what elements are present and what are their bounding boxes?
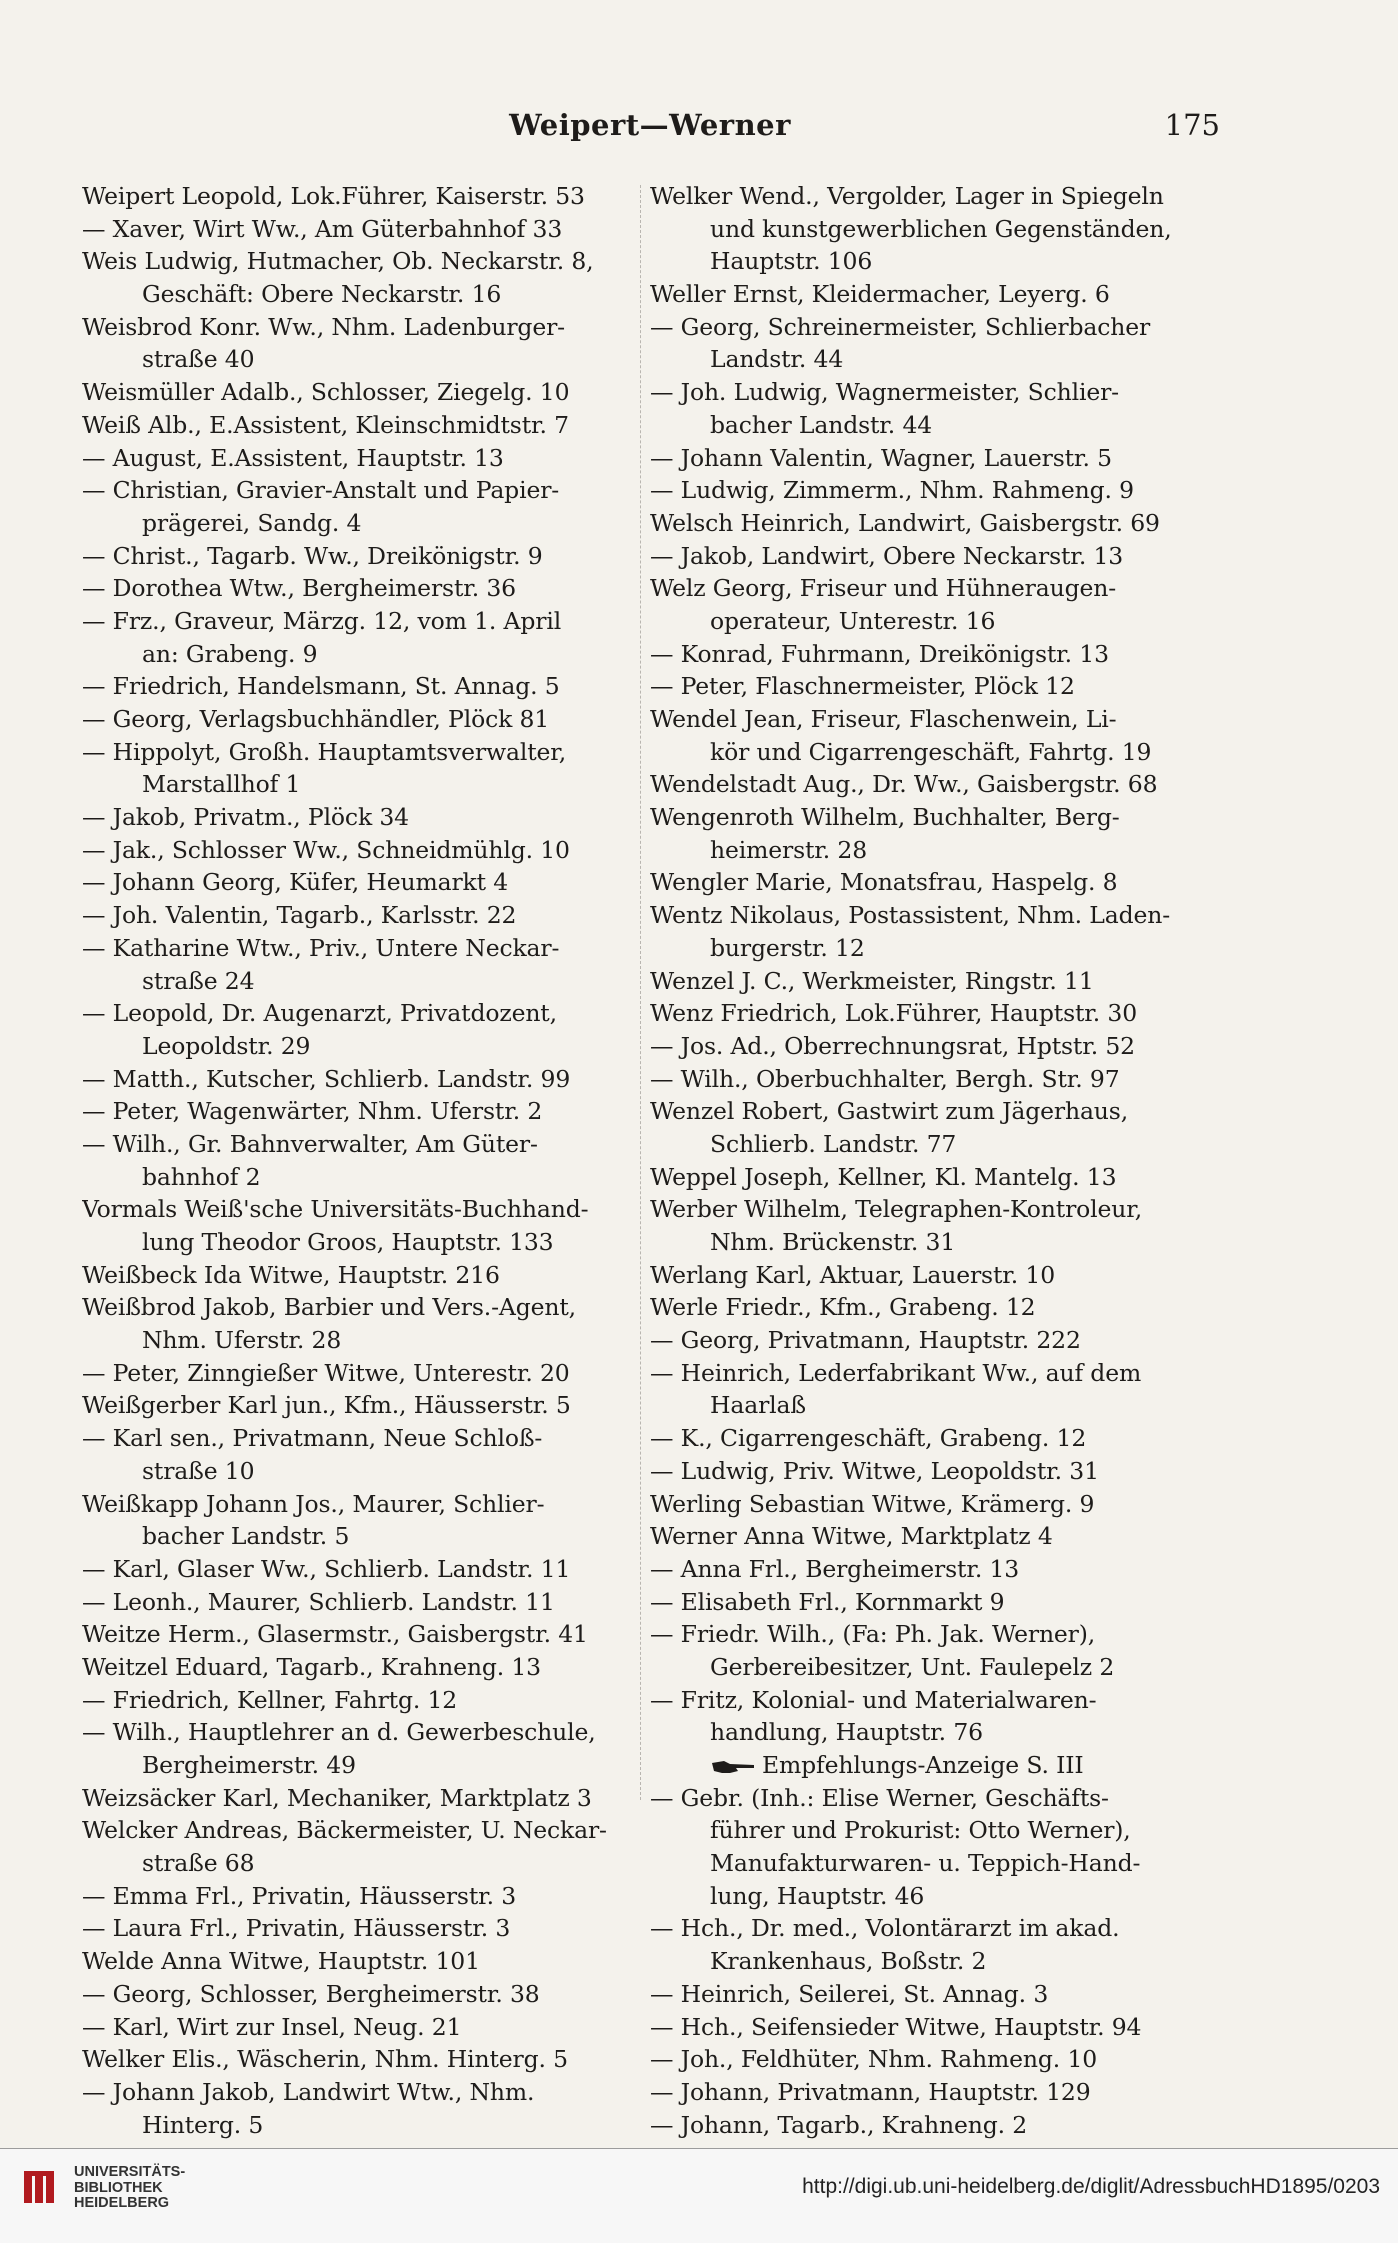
- entry-text: lung Theodor Groos, Hauptstr. 133: [142, 1228, 554, 1256]
- entry-text: Weißkapp Johann Jos., Maurer, Schlier-: [82, 1489, 545, 1518]
- directory-entry-line: [650, 507, 1205, 540]
- entry-text: Manufakturwaren- u. Teppich-Hand-: [710, 1849, 1141, 1878]
- directory-entry-line: [82, 1651, 637, 1684]
- directory-entry-line: [650, 180, 1205, 213]
- directory-entry-line: [650, 1226, 1205, 1259]
- directory-entry-line: [650, 605, 1205, 638]
- directory-entry-line: [82, 1945, 637, 1978]
- directory-entry-line: [82, 1389, 637, 1422]
- entry-text: Weller Ernst, Kleidermacher, Leyerg. 6: [650, 280, 1110, 309]
- entry-text: — Joh. Ludwig, Wagnermeister, Schlier-: [650, 378, 1119, 407]
- directory-entry-line: [650, 213, 1205, 246]
- institution-line: BIBLIOTHEK: [74, 2179, 163, 2196]
- directory-entry-line: [82, 343, 637, 376]
- entry-text: Welcker Andreas, Bäckermeister, U. Neckar-: [82, 1816, 607, 1845]
- directory-entry-line: [82, 409, 637, 442]
- entry-text: — Friedrich, Handelsmann, St. Annag. 5: [82, 672, 560, 701]
- directory-entry-line: [650, 540, 1205, 573]
- directory-entry-line: [82, 2011, 637, 2044]
- directory-entry-line: [650, 1193, 1205, 1226]
- directory-entry-line: [650, 932, 1205, 965]
- entry-text: — Hch., Seifensieder Witwe, Hauptstr. 94: [650, 2012, 1142, 2041]
- directory-entry-line: [650, 1030, 1205, 1063]
- directory-entry-line: [650, 997, 1205, 1030]
- entry-text: Nhm. Brückenstr. 31: [710, 1228, 956, 1256]
- entry-text: — Hippolyt, Großh. Hauptamtsverwalter,: [82, 737, 567, 766]
- entry-text: Werber Wilhelm, Telegraphen-Kontroleur,: [650, 1195, 1143, 1224]
- directory-entry-line: [82, 1553, 637, 1586]
- entry-text: Welz Georg, Friseur und Hühneraugen-: [650, 574, 1117, 603]
- entry-text: straße 10: [142, 1456, 255, 1485]
- directory-entry-line: [82, 1063, 637, 1096]
- entry-text: — Matth., Kutscher, Schlierb. Landstr. 99: [82, 1064, 571, 1093]
- entry-text: Wenz Friedrich, Lok.Führer, Hauptstr. 30: [650, 999, 1138, 1028]
- institution-line: UNIVERSITÄTS-: [74, 2164, 186, 2180]
- entry-text: — Peter, Flaschnermeister, Plöck 12: [650, 672, 1075, 701]
- entry-text: Werner Anna Witwe, Marktplatz 4: [650, 1522, 1053, 1551]
- directory-entry-line: [82, 180, 637, 213]
- directory-entry-line: [650, 2076, 1205, 2109]
- entry-text: Gerbereibesitzer, Unt. Faulepelz 2: [710, 1652, 1115, 1681]
- directory-entry-line: [650, 1291, 1205, 1324]
- pointing-hand-icon: [710, 1758, 756, 1776]
- entry-text: Weißbeck Ida Witwe, Hauptstr. 216: [82, 1260, 500, 1289]
- footer-bar: [0, 2148, 1398, 2243]
- directory-entry-line: [650, 1553, 1205, 1586]
- entry-text: — Katharine Wtw., Priv., Untere Neckar-: [82, 933, 560, 962]
- directory-entry-line: [82, 1226, 637, 1259]
- directory-entry-line: [650, 670, 1205, 703]
- directory-entry-line: [82, 1193, 637, 1226]
- entry-text: — Ludwig, Priv. Witwe, Leopoldstr. 31: [650, 1456, 1099, 1485]
- directory-entry-line: [650, 2109, 1205, 2142]
- entry-text: — Wilh., Oberbuchhalter, Bergh. Str. 97: [650, 1064, 1120, 1093]
- entry-text: straße 40: [142, 345, 255, 374]
- entry-text: Vormals Weiß'sche Universitäts-Buchhand-: [82, 1195, 589, 1224]
- entry-text: — Xaver, Wirt Ww., Am Güterbahnhof 33: [82, 214, 563, 243]
- entry-text: — Georg, Schreinermeister, Schlierbacher: [650, 312, 1151, 341]
- directory-entry-line: [82, 1128, 637, 1161]
- directory-entry-line: [650, 1814, 1205, 1847]
- entry-text: Welsch Heinrich, Landwirt, Gaisbergstr. 69: [650, 508, 1160, 537]
- directory-entry-line: [82, 1978, 637, 2011]
- entry-text: Werle Friedr., Kfm., Grabeng. 12: [650, 1293, 1036, 1322]
- entry-text: Weißgerber Karl jun., Kfm., Häusserstr. 5: [82, 1391, 571, 1420]
- directory-entry-line: [650, 899, 1205, 932]
- entry-text: lung, Hauptstr. 46: [710, 1881, 925, 1910]
- directory-entry-line: [82, 1161, 637, 1194]
- entry-text: — Jakob, Privatm., Plöck 34: [82, 803, 409, 832]
- directory-entry-line: [82, 1814, 637, 1847]
- entry-text: an: Grabeng. 9: [142, 639, 318, 668]
- directory-entry-line: [82, 1422, 637, 1455]
- entry-text: — Joh. Valentin, Tagarb., Karlsstr. 22: [82, 901, 517, 930]
- directory-entry-line: [82, 278, 637, 311]
- entry-text: Werlang Karl, Aktuar, Lauerstr. 10: [650, 1260, 1055, 1289]
- directory-entry-line: [650, 409, 1205, 442]
- directory-entry-line: [82, 965, 637, 998]
- entry-text: — Heinrich, Lederfabrikant Ww., auf dem: [650, 1358, 1142, 1387]
- directory-entry-line: [82, 834, 637, 867]
- directory-entry-line: [650, 278, 1205, 311]
- entry-text: — Jos. Ad., Oberrechnungsrat, Hptstr. 52: [650, 1031, 1135, 1060]
- directory-entry-line: [650, 1880, 1205, 1913]
- entry-text: Wenzel J. C., Werkmeister, Ringstr. 11: [650, 966, 1094, 995]
- entry-text: — Anna Frl., Bergheimerstr. 13: [650, 1554, 1020, 1583]
- entry-text: — Wilh., Gr. Bahnverwalter, Am Güter-: [82, 1129, 538, 1158]
- entry-text: Geschäft: Obere Neckarstr. 16: [142, 280, 502, 309]
- entry-text: Weißbrod Jakob, Barbier und Vers.-Agent,: [82, 1293, 576, 1322]
- directory-entry-line: [650, 866, 1205, 899]
- directory-entry-line: [650, 1978, 1205, 2011]
- directory-entry-line: [82, 311, 637, 344]
- entry-text: — Christ., Tagarb. Ww., Dreikönigstr. 9: [82, 541, 543, 570]
- entry-text: Weppel Joseph, Kellner, Kl. Mantelg. 13: [650, 1162, 1117, 1191]
- directory-entry-line: [82, 507, 637, 540]
- directory-entry-line: [82, 997, 637, 1030]
- directory-entry-line: [82, 540, 637, 573]
- directory-entry-line: [650, 376, 1205, 409]
- directory-entry-line: [82, 245, 637, 278]
- directory-entry-line: [82, 899, 637, 932]
- directory-entry-line: [650, 2043, 1205, 2076]
- entry-text: Schlierb. Landstr. 77: [710, 1129, 957, 1158]
- directory-entry-line: [82, 213, 637, 246]
- entry-text: Wentz Nikolaus, Postassistent, Nhm. Laden-: [650, 901, 1171, 930]
- directory-entry-line: [82, 2043, 637, 2076]
- directory-entry-line: [650, 1782, 1205, 1815]
- directory-entry-line: [82, 1749, 637, 1782]
- directory-entry-line: [650, 245, 1205, 278]
- entry-text: Empfehlungs-Anzeige S. III: [762, 1751, 1084, 1779]
- entry-text: — Georg, Verlagsbuchhändler, Plöck 81: [82, 705, 550, 733]
- directory-entry-line: [650, 834, 1205, 867]
- directory-entry-line: [82, 1324, 637, 1357]
- directory-entry-line: [650, 343, 1205, 376]
- directory-entry-line: [82, 1291, 637, 1324]
- entry-text: — Johann Georg, Küfer, Heumarkt 4: [82, 868, 509, 897]
- page-number: 175: [1164, 108, 1220, 142]
- entry-text: — Georg, Privatmann, Hauptstr. 222: [650, 1326, 1081, 1355]
- directory-entry-line: [82, 376, 637, 409]
- entry-text: operateur, Unterestr. 16: [710, 606, 996, 635]
- entry-text: Weitzel Eduard, Tagarb., Krahneng. 13: [82, 1652, 541, 1681]
- directory-entry-line: [650, 1455, 1205, 1488]
- institution-line: HEIDELBERG: [74, 2195, 170, 2211]
- entry-text: — Konrad, Fuhrmann, Dreikönigstr. 13: [650, 639, 1109, 668]
- entry-text: heimerstr. 28: [710, 835, 868, 864]
- entry-text: Welker Wend., Vergolder, Lager in Spiegeln: [650, 182, 1164, 210]
- directory-entry-line: [82, 1618, 637, 1651]
- entry-text: — Ludwig, Zimmerm., Nhm. Rahmeng. 9: [650, 476, 1134, 505]
- entry-text: — Johann Valentin, Wagner, Lauerstr. 5: [650, 443, 1112, 472]
- entry-text: Weismüller Adalb., Schlosser, Ziegelg. 10: [82, 378, 570, 407]
- entry-text: — Georg, Schlosser, Bergheimerstr. 38: [82, 1979, 540, 2008]
- directory-entry-line: [650, 965, 1205, 998]
- entry-text: bahnhof 2: [142, 1162, 261, 1191]
- entry-text: Weiß Alb., E.Assistent, Kleinschmidtstr. 7: [82, 410, 569, 439]
- entry-text: — Frz., Graveur, Märzg. 12, vom 1. April: [82, 606, 562, 635]
- entry-text: Hauptstr. 106: [710, 247, 873, 276]
- entry-text: Welde Anna Witwe, Hauptstr. 101: [82, 1947, 480, 1976]
- right-column: [650, 180, 1205, 2141]
- directory-entry-line: [82, 2076, 637, 2109]
- entry-text: — Hch., Dr. med., Volontärarzt im akad.: [650, 1914, 1120, 1943]
- directory-entry-line: [82, 1259, 637, 1292]
- entry-text: Weitze Herm., Glasermstr., Gaisbergstr. 41: [82, 1620, 588, 1649]
- entry-text: Landstr. 44: [710, 345, 844, 374]
- source-url-link[interactable]: http://digi.ub.uni-heidelberg.de/diglit/AdressbuchHD1895/0203: [802, 2175, 1380, 2198]
- entry-text: — Emma Frl., Privatin, Häusserstr. 3: [82, 1881, 517, 1910]
- directory-entry-line: [82, 1912, 637, 1945]
- entry-text: — Karl, Wirt zur Insel, Neug. 21: [82, 2012, 462, 2041]
- directory-entry-line: [650, 1912, 1205, 1945]
- institution-name: [74, 2165, 185, 2212]
- directory-entry-line: [650, 1128, 1205, 1161]
- directory-entry-line: [82, 474, 637, 507]
- entry-text: bacher Landstr. 5: [142, 1522, 350, 1551]
- directory-entry-line: [650, 572, 1205, 605]
- entry-text: — Johann Jakob, Landwirt Wtw., Nhm.: [82, 2077, 535, 2106]
- entry-text: — August, E.Assistent, Hauptstr. 13: [82, 443, 504, 472]
- column-divider: [640, 185, 642, 1800]
- directory-entry-line: [650, 1095, 1205, 1128]
- directory-entry-line: [650, 1651, 1205, 1684]
- running-head: Weipert—Werner: [509, 108, 791, 142]
- entry-text: Hinterg. 5: [142, 2110, 264, 2139]
- directory-entry-line: [650, 736, 1205, 769]
- entry-text: Wengler Marie, Monatsfrau, Haspelg. 8: [650, 868, 1118, 897]
- directory-entry-line: [82, 736, 637, 769]
- directory-entry-line: [650, 1161, 1205, 1194]
- directory-entry-line: [650, 703, 1205, 736]
- entry-text: Wendel Jean, Friseur, Flaschenwein, Li-: [650, 705, 1117, 733]
- directory-entry-line: [82, 932, 637, 965]
- directory-entry-line: [650, 1847, 1205, 1880]
- entry-text: und kunstgewerblichen Gegenständen,: [710, 214, 1172, 243]
- directory-entry-line: [82, 1455, 637, 1488]
- directory-entry-line: [650, 1259, 1205, 1292]
- directory-entry-line: [650, 1749, 1205, 1782]
- entry-text: Krankenhaus, Boßstr. 2: [710, 1947, 987, 1976]
- directory-entry-line: [82, 572, 637, 605]
- directory-entry-line: [650, 1684, 1205, 1717]
- entry-text: — Laura Frl., Privatin, Häusserstr. 3: [82, 1914, 511, 1943]
- directory-entry-line: [650, 1063, 1205, 1096]
- entry-text: bacher Landstr. 44: [710, 410, 933, 439]
- library-logo-icon: [22, 2167, 62, 2207]
- directory-entry-line: [650, 442, 1205, 475]
- entry-text: — Friedrich, Kellner, Fahrtg. 12: [82, 1685, 458, 1714]
- entry-text: führer und Prokurist: Otto Werner),: [710, 1816, 1131, 1845]
- entry-text: Wendelstadt Aug., Dr. Ww., Gaisbergstr. 68: [650, 770, 1158, 799]
- directory-entry-line: [82, 866, 637, 899]
- directory-entry-line: [650, 1586, 1205, 1619]
- directory-entry-line: [82, 442, 637, 475]
- directory-entry-line: [650, 1488, 1205, 1521]
- page-header: [80, 108, 1220, 148]
- directory-entry-line: [82, 1684, 637, 1717]
- directory-entry-line: [650, 474, 1205, 507]
- directory-entry-line: [650, 1520, 1205, 1553]
- directory-entry-line: [82, 1847, 637, 1880]
- entry-text: Wenzel Robert, Gastwirt zum Jägerhaus,: [650, 1097, 1129, 1126]
- directory-entry-line: [82, 2109, 637, 2142]
- directory-entry-line: [650, 1618, 1205, 1651]
- entry-text: Weisbrod Konr. Ww., Nhm. Ladenburger-: [82, 312, 565, 341]
- directory-entry-line: [82, 1586, 637, 1619]
- entry-text: — Fritz, Kolonial- und Materialwaren-: [650, 1685, 1097, 1714]
- entry-text: — Jakob, Landwirt, Obere Neckarstr. 13: [650, 541, 1124, 570]
- entry-text: — Christian, Gravier-Anstalt und Papier-: [82, 476, 560, 505]
- directory-entry-line: [82, 703, 637, 736]
- directory-entry-line: [650, 1357, 1205, 1390]
- entry-text: Welker Elis., Wäscherin, Nhm. Hinterg. 5: [82, 2045, 568, 2074]
- directory-entry-line: [650, 311, 1205, 344]
- directory-entry-line: [82, 1030, 637, 1063]
- entry-text: Leopoldstr. 29: [142, 1031, 311, 1060]
- directory-entry-line: [82, 1782, 637, 1815]
- entry-text: straße 68: [142, 1849, 255, 1878]
- entry-text: — Elisabeth Frl., Kornmarkt 9: [650, 1587, 1005, 1616]
- entry-text: Haarlaß: [710, 1391, 806, 1420]
- directory-entry-line: [82, 801, 637, 834]
- entry-text: Nhm. Uferstr. 28: [142, 1326, 342, 1355]
- entry-text: — Joh., Feldhüter, Nhm. Rahmeng. 10: [650, 2045, 1098, 2074]
- entry-text: handlung, Hauptstr. 76: [710, 1718, 983, 1747]
- directory-entry-line: [650, 768, 1205, 801]
- directory-entry-line: [650, 1716, 1205, 1749]
- directory-entry-line: [650, 1422, 1205, 1455]
- entry-text: straße 24: [142, 966, 255, 995]
- entry-text: Weizsäcker Karl, Mechaniker, Marktplatz 3: [82, 1783, 592, 1812]
- directory-entry-line: [82, 1520, 637, 1553]
- entry-text: Wengenroth Wilhelm, Buchhalter, Berg-: [650, 803, 1120, 832]
- entry-text: — Heinrich, Seilerei, St. Annag. 3: [650, 1979, 1049, 2008]
- directory-entry-line: [82, 1880, 637, 1913]
- directory-entry-line: [82, 768, 637, 801]
- entry-text: — Karl, Glaser Ww., Schlierb. Landstr. 11: [82, 1554, 571, 1583]
- entry-text: — Jak., Schlosser Ww., Schneidmühlg. 10: [82, 835, 570, 864]
- entry-text: Werling Sebastian Witwe, Krämerg. 9: [650, 1489, 1095, 1518]
- entry-text: — Karl sen., Privatmann, Neue Schloß-: [82, 1424, 543, 1453]
- entry-text: — Gebr. (Inh.: Elise Werner, Geschäfts-: [650, 1783, 1109, 1812]
- directory-entry-line: [650, 1324, 1205, 1357]
- entry-text: — Wilh., Hauptlehrer an d. Gewerbeschule,: [82, 1718, 596, 1747]
- entry-text: — Leonh., Maurer, Schlierb. Landstr. 11: [82, 1587, 555, 1616]
- directory-entry-line: [82, 1357, 637, 1390]
- entry-text: Weipert Leopold, Lok.Führer, Kaiserstr. 53: [82, 182, 585, 210]
- directory-entry-line: [82, 1716, 637, 1749]
- entry-text: — Peter, Wagenwärter, Nhm. Uferstr. 2: [82, 1097, 543, 1126]
- entry-text: — K., Cigarrengeschäft, Grabeng. 12: [650, 1424, 1087, 1453]
- entry-text: kör und Cigarrengeschäft, Fahrtg. 19: [710, 737, 1152, 766]
- entry-text: — Friedr. Wilh., (Fa: Ph. Jak. Werner),: [650, 1620, 1096, 1649]
- directory-entry-line: [650, 638, 1205, 671]
- directory-entry-line: [650, 801, 1205, 834]
- entry-text: burgerstr. 12: [710, 933, 865, 962]
- left-column: [82, 180, 637, 2141]
- entry-text: prägerei, Sandg. 4: [142, 508, 362, 537]
- entry-text: — Dorothea Wtw., Bergheimerstr. 36: [82, 574, 516, 603]
- directory-entry-line: [650, 2011, 1205, 2044]
- directory-entry-line: [82, 670, 637, 703]
- directory-entry-line: [82, 605, 637, 638]
- entry-text: Weis Ludwig, Hutmacher, Ob. Neckarstr. 8,: [82, 247, 594, 276]
- entry-text: — Johann, Privatmann, Hauptstr. 129: [650, 2077, 1091, 2106]
- directory-entry-line: [82, 638, 637, 671]
- entry-text: Marstallhof 1: [142, 770, 301, 799]
- directory-entry-line: [82, 1095, 637, 1128]
- entry-text: — Leopold, Dr. Augenarzt, Privatdozent,: [82, 999, 557, 1028]
- entry-text: Bergheimerstr. 49: [142, 1751, 356, 1779]
- entry-text: — Peter, Zinngießer Witwe, Unterestr. 20: [82, 1358, 570, 1387]
- directory-entry-line: [82, 1488, 637, 1521]
- directory-entry-line: [650, 1945, 1205, 1978]
- directory-entry-line: [650, 1389, 1205, 1422]
- entry-text: — Johann, Tagarb., Krahneng. 2: [650, 2110, 1028, 2139]
